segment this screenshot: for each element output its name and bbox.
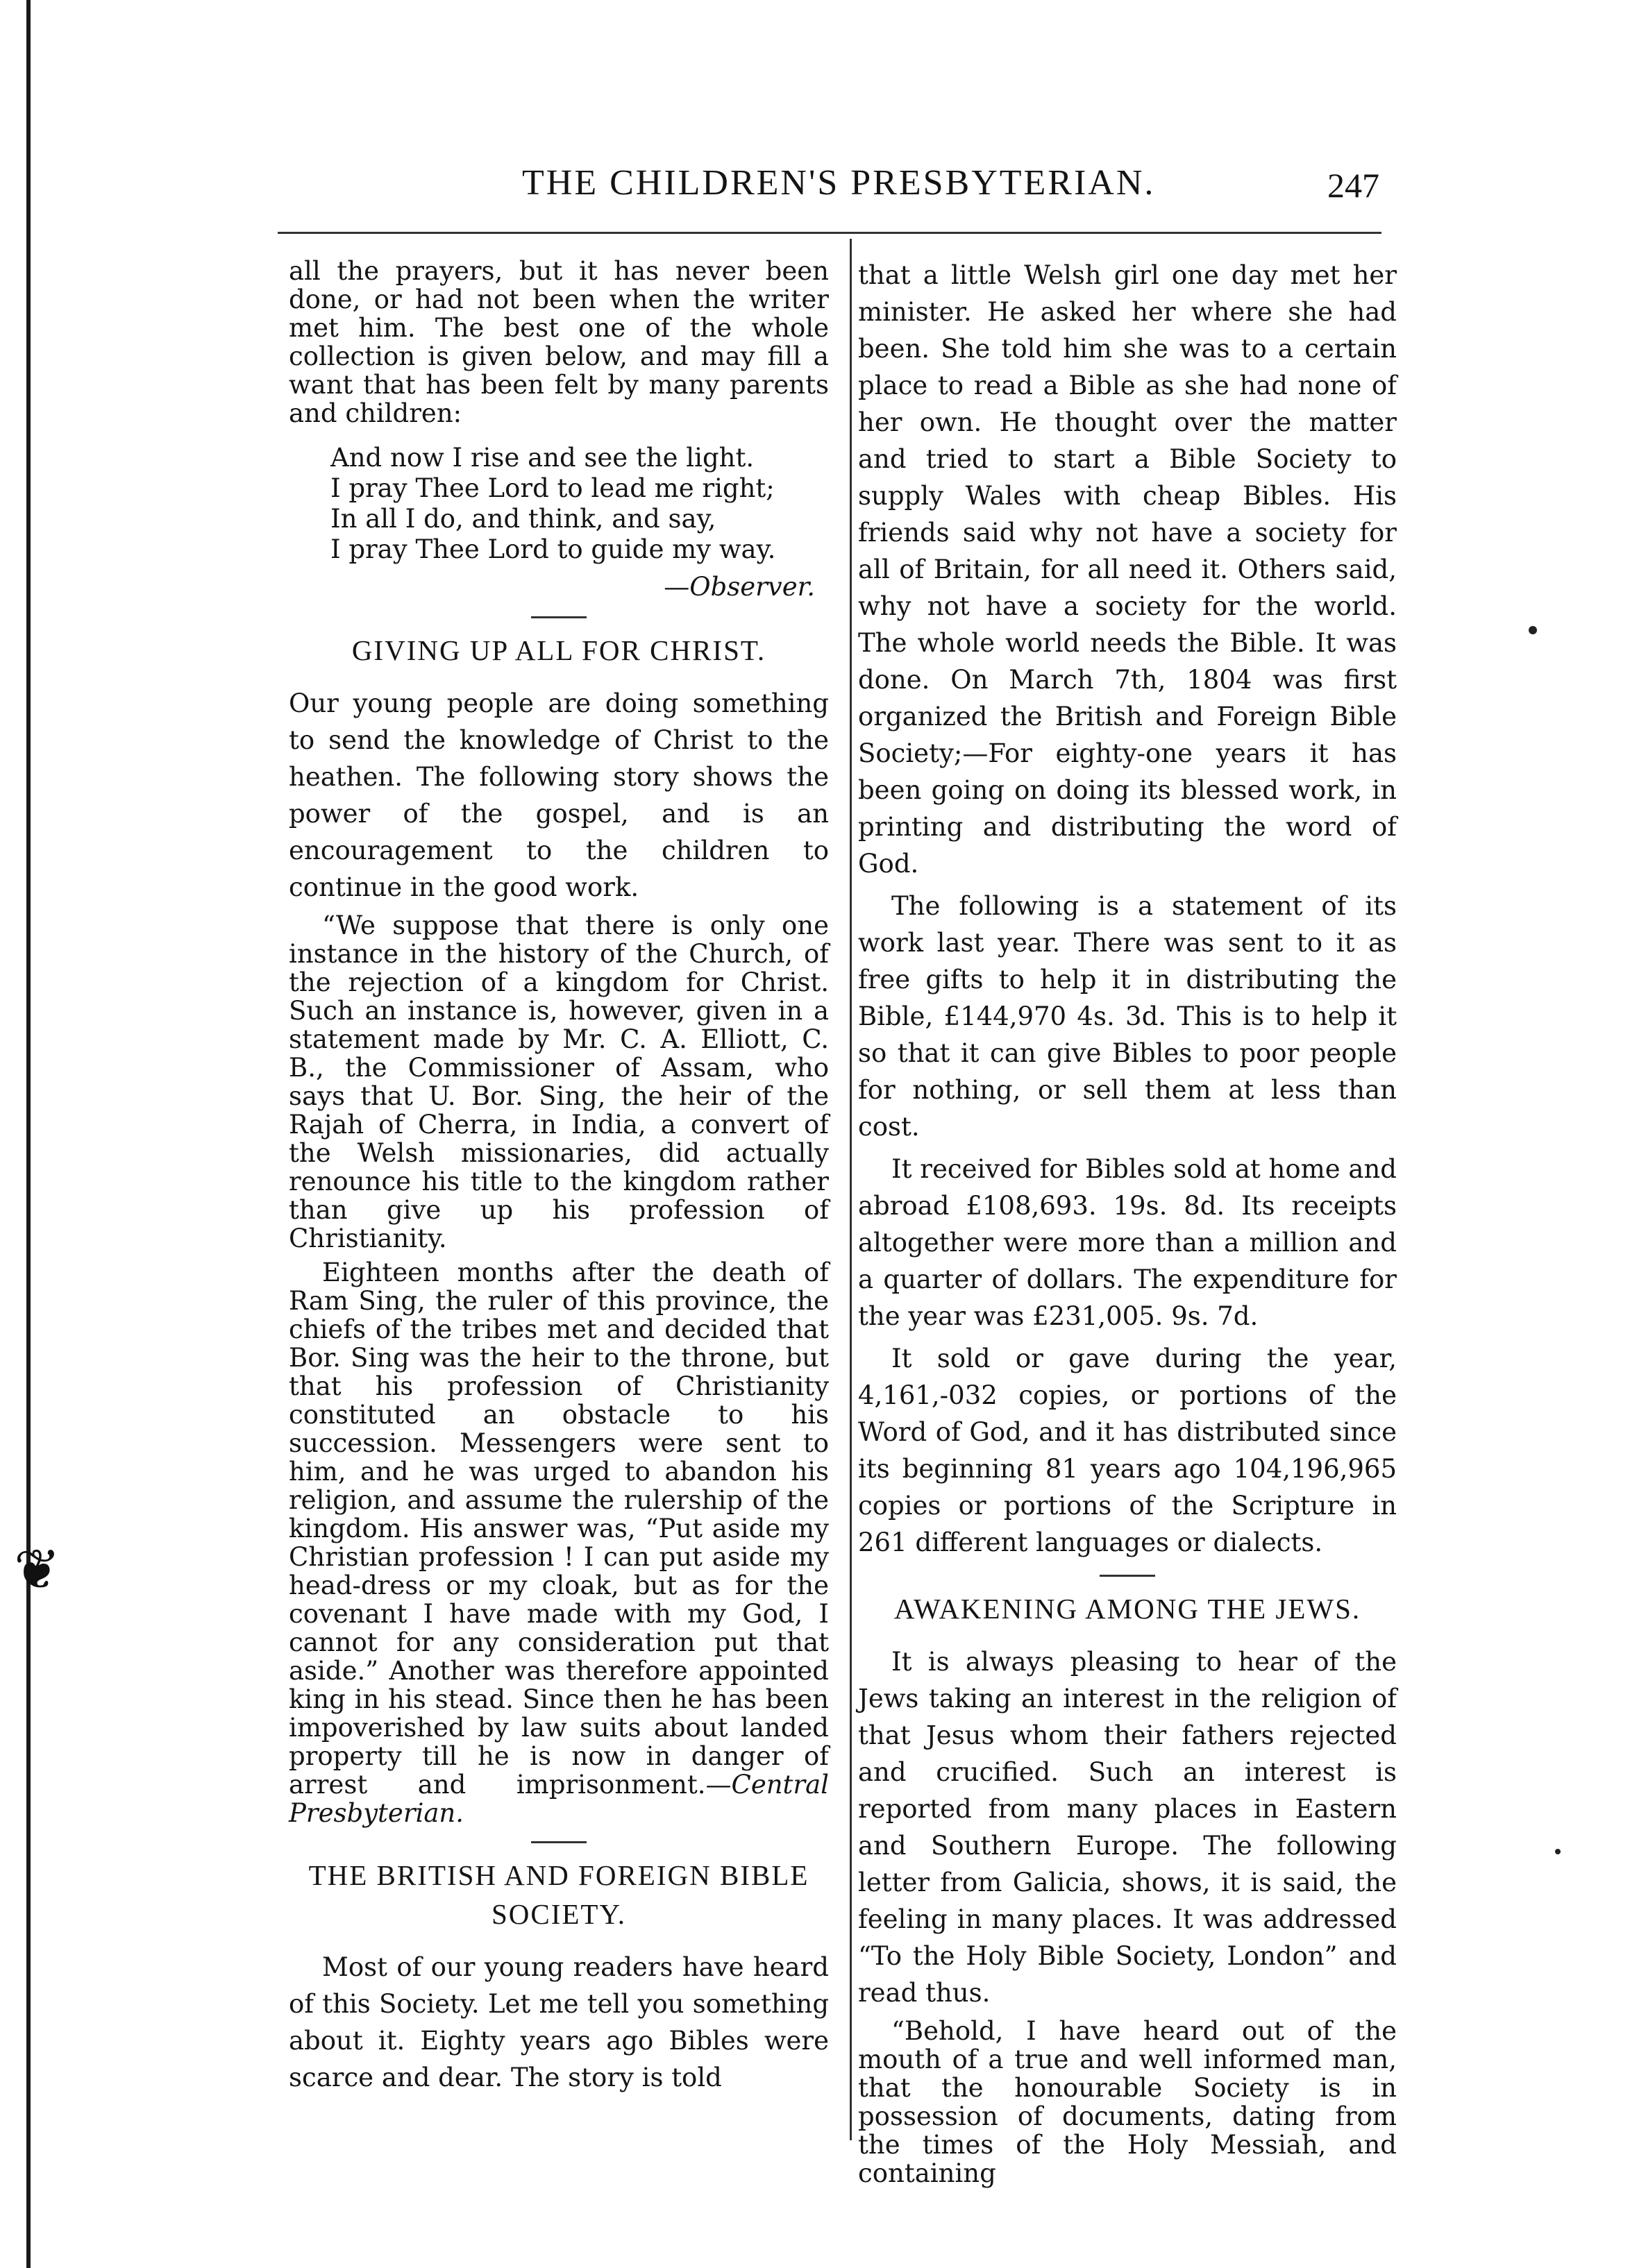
header-rule bbox=[278, 232, 1381, 234]
quote-attribution: —Central Presbyterian. bbox=[289, 1770, 829, 1828]
ink-speck-mark bbox=[1529, 626, 1537, 634]
paragraph: all the prayers, but it has never been done, or had not been when the writer met him. The best one of the whole collection is given below, and may fill a want that has been felt by many parents and children: bbox=[289, 256, 829, 428]
paragraph: Our young people are doing something to send the knowledge of Christ to the heathen. The following story shows the power of the gospel, and is an encouragement to the children to continue in the good work. bbox=[289, 688, 829, 902]
section-divider bbox=[531, 616, 587, 618]
section-heading: THE BRITISH AND FOREIGN BIBLE SOCIETY. bbox=[308, 1859, 809, 1930]
section-heading: GIVING UP ALL FOR CHRIST. bbox=[351, 634, 766, 666]
section-heading: AWAKENING AMONG THE JEWS. bbox=[893, 1593, 1361, 1625]
binding-edge-rule bbox=[26, 0, 31, 2268]
left-column bbox=[289, 257, 829, 2101]
section-divider bbox=[531, 1841, 587, 1843]
paragraph: It sold or gave during the year, 4,161,-032 copies, or portions of the Word of God, and it has distributed since its beginning 81 years ago 104,196,965 copies or portions of the Scripture in 261 different languages or dialects. bbox=[858, 1344, 1397, 1557]
poem-attribution: —Observer. bbox=[664, 572, 815, 602]
right-column bbox=[858, 257, 1397, 2193]
poem-line: I pray Thee Lord to lead me right; bbox=[330, 473, 775, 503]
paragraph: “We suppose that there is only one instance in the history of the Church, of the rejection of a kingdom for Christ. Such an instance is, however, given in a statement made by Mr. C. A. Elliott, C. B., the Commissioner of Assam, who says that U. Bor. Sing, the heir of the Rajah of Cherra, in India, a convert of the Welsh missionaries, did actually renounce his title to the kingdom rather than give up his profession of Christianity. bbox=[289, 911, 829, 1253]
poem-line: I pray Thee Lord to guide my way. bbox=[330, 534, 776, 564]
column-divider bbox=[850, 239, 852, 2140]
paragraph: It received for Bibles sold at home and abroad £108,693. 19s. 8d. Its receipts altogether were more than a million and a quarter of dollars. The expenditure for the year was £231,005. 9s. 7d. bbox=[858, 1154, 1397, 1331]
fleuron-ornament-icon: ❦ bbox=[14, 1537, 61, 1602]
paragraph: “Behold, I have heard out of the mouth of a true and well informed man, that the honourable Society is in possession of documents, dating from the times of the Holy Messiah, and containing bbox=[858, 2016, 1397, 2188]
section-divider bbox=[1100, 1575, 1155, 1577]
paragraph: Most of our young readers have heard of this Society. Let me tell you something about it. Eighty years ago Bibles were scarce and dear. The story is told bbox=[289, 1952, 829, 2092]
poem-line: In all I do, and think, and say, bbox=[330, 504, 716, 534]
page-header bbox=[0, 162, 1630, 218]
paragraph-text: Eighteen months after the death of Ram Sing, the ruler of this province, the chiefs of the tribes met and decided that Bor. Sing was the heir to the throne, but that his profession of Christianity constituted an obstacle to his succession. Messengers were sent to him, and he was urged to abandon his religion, and assume the rulership of the kingdom. His answer was, “Put aside my Christian profession ! I can put aside my head-dress or my cloak, but as for the covenant I have made with my God, I cannot for any consideration put that aside.” Another was therefore appointed king in his stead. Since then he has been impoverished by law suits about landed property till he is now in danger of arrest and imprisonment. bbox=[289, 1258, 829, 1800]
paragraph: The following is a statement of its work last year. There was sent to it as free gifts to help it in distributing the Bible, £144,970 4s. 3d. This is to help it so that it can give Bibles to poor people for nothing, or sell them at less than cost. bbox=[858, 891, 1397, 1142]
page-number: 247 bbox=[1327, 166, 1379, 205]
running-title: THE CHILDREN'S PRESBYTERIAN. bbox=[522, 163, 1156, 203]
paragraph: that a little Welsh girl one day met her minister. He asked her where she had been. She told him she was to a certain place to read a Bible as she had none of her own. He thought over the matter and tried to start a Bible Society to supply Wales with cheap Bibles. His friends said why not have a society for all of Britain, for all need it. Others said, why not have a society for the world. The whole world needs the Bible. It was done. On March 7th, 1804 was first organized the British and Foreign Bible Society;—For eighty-one years it has been going on doing its blessed work, in printing and distributing the word of God. bbox=[858, 260, 1397, 879]
prayer-poem bbox=[330, 443, 829, 565]
ink-speck-mark bbox=[1555, 1849, 1561, 1854]
poem-line: And now I rise and see the light. bbox=[330, 443, 755, 473]
paragraph: It is always pleasing to hear of the Jews taking an interest in the religion of that Jesus whom their fathers rejected and crucified. Such an interest is reported from many places in Eastern and Southern Europe. The following letter from Galicia, shows, it is said, the feeling in many places. It was addressed “To the Holy Bible Society, London” and read thus. bbox=[858, 1647, 1397, 2008]
paragraph bbox=[289, 1258, 829, 1827]
